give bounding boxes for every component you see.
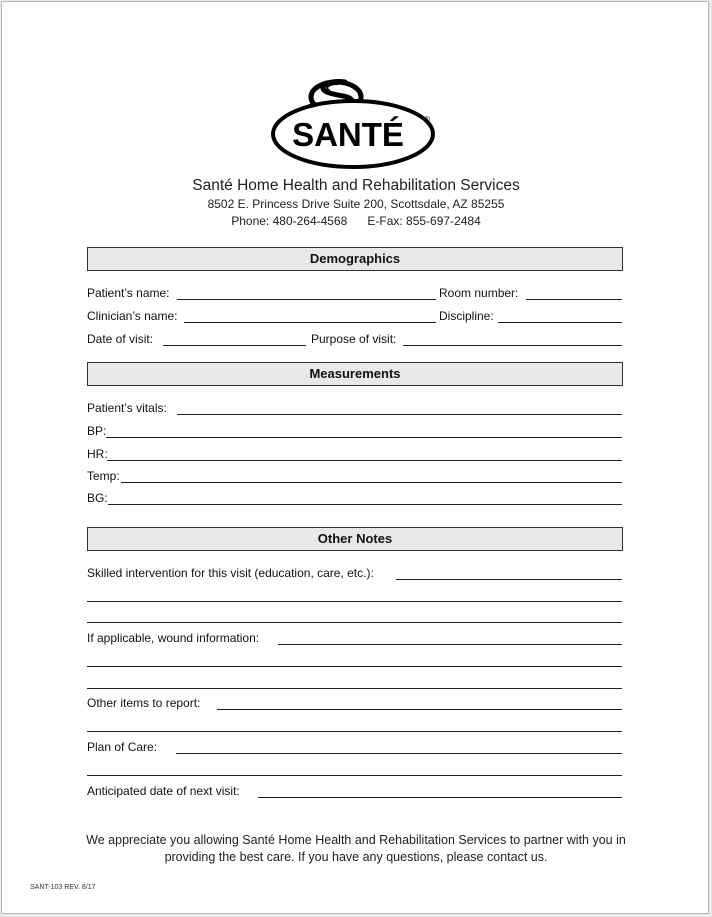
skilled-intervention-line-3[interactable] — [87, 622, 622, 623]
skilled-intervention-label: Skilled intervention for this visit (education, care, etc.): — [87, 566, 374, 580]
skilled-intervention-field[interactable] — [396, 579, 622, 580]
wound-info-line-3[interactable] — [87, 688, 622, 689]
logo-text: SANTÉ — [292, 116, 404, 153]
clinician-name-label: Clinician’s name: — [87, 309, 178, 323]
room-number-field[interactable] — [526, 299, 622, 300]
hr-label: HR: — [87, 447, 108, 461]
clinician-name-field[interactable] — [184, 322, 436, 323]
footer-message — [0, 832, 712, 866]
org-address: 8502 E. Princess Drive Suite 200, Scottsdale, AZ 85255 — [207, 197, 505, 211]
hr-field[interactable] — [107, 460, 622, 461]
other-items-field[interactable] — [217, 709, 622, 710]
discipline-label: Discipline: — [439, 309, 494, 323]
other-items-label: Other items to report: — [87, 696, 201, 710]
sante-logo — [270, 62, 440, 172]
wound-info-line-2[interactable] — [87, 666, 622, 667]
date-of-visit-field[interactable] — [163, 345, 306, 346]
purpose-of-visit-field[interactable] — [403, 345, 622, 346]
room-number-label: Room number: — [439, 286, 519, 300]
footer-line-2: providing the best care. If you have any questions, please contact us. — [164, 850, 548, 864]
temp-field[interactable] — [121, 482, 622, 483]
skilled-intervention-line-2[interactable] — [87, 601, 622, 602]
org-fax: E-Fax: 855-697-2484 — [367, 214, 481, 228]
measurements-header: Measurements — [87, 362, 623, 386]
wound-info-field[interactable] — [278, 644, 622, 645]
bp-label: BP: — [87, 424, 107, 438]
org-name: Santé Home Health and Rehabilitation Services — [192, 177, 520, 194]
date-of-visit-label: Date of visit: — [87, 332, 154, 346]
plan-of-care-label: Plan of Care: — [87, 740, 158, 754]
discipline-field[interactable] — [498, 322, 622, 323]
patient-name-label: Patient’s name: — [87, 286, 170, 300]
org-contact — [0, 214, 712, 228]
bg-label: BG: — [87, 491, 108, 505]
demographics-header: Demographics — [87, 247, 623, 271]
patient-name-field[interactable] — [177, 299, 436, 300]
revision-code: SANT-103 REV. 8/17 — [30, 884, 96, 891]
purpose-of-visit-label: Purpose of visit: — [311, 332, 397, 346]
vitals-field[interactable] — [177, 414, 622, 415]
wound-info-label: If applicable, wound information: — [87, 631, 260, 645]
other-notes-header: Other Notes — [87, 527, 623, 551]
plan-of-care-field[interactable] — [176, 753, 622, 754]
org-phone: Phone: 480-264-4568 — [231, 214, 348, 228]
next-visit-field[interactable] — [258, 797, 622, 798]
other-items-line-2[interactable] — [87, 731, 622, 732]
bp-field[interactable] — [106, 437, 622, 438]
plan-of-care-line-2[interactable] — [87, 775, 622, 776]
bg-field[interactable] — [108, 504, 622, 505]
registered-mark: ® — [424, 115, 430, 124]
vitals-label: Patient’s vitals: — [87, 401, 167, 415]
footer-line-1: We appreciate you allowing Santé Home Health and Rehabilitation Services to partner with you in — [86, 833, 626, 847]
next-visit-label: Anticipated date of next visit: — [87, 784, 240, 798]
temp-label: Temp: — [87, 469, 120, 483]
